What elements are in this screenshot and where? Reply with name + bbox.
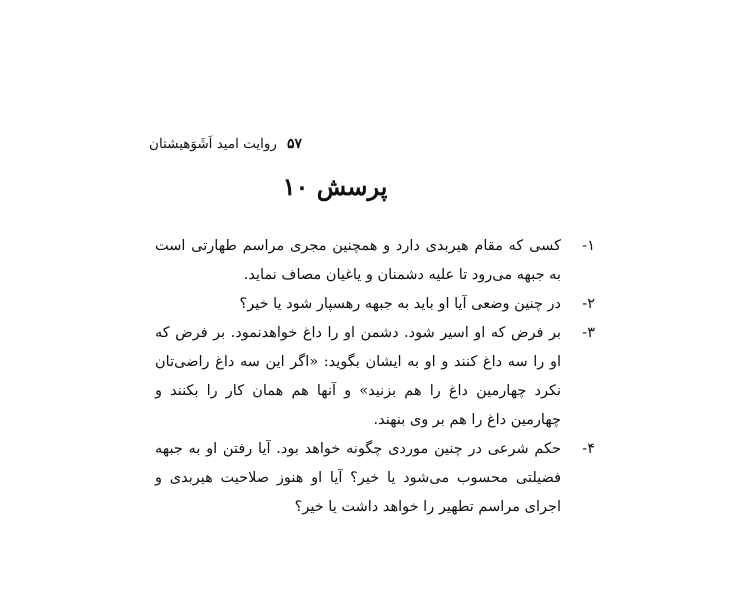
question-list	[155, 232, 595, 522]
question-text: در چنین وضعی آیا او باید به جبهه رهسپار شود یا خیر؟	[239, 296, 561, 312]
section-title: پرسش ۱۰	[282, 172, 388, 201]
page-number: ۵۷	[286, 136, 302, 152]
question-text: بر فرض که او اسیر شود. دشمن او را داغ خواهدنمود. بر فرض که او را سه داغ کنند و او به ایشان بگوید: «اگر این سه داغ راضی‌تان نکرد چهارمین داغ را هم بزنید» و آنها هم همان کار را بکنند و چهارمین داغ را هم بر وی بنهند.	[155, 325, 561, 428]
question-item	[155, 290, 595, 319]
question-text: حکم شرعی در چنین موردی چگونه خواهد بود. آیا رفتن او به جبهه فضیلتی محسوب می‌شود یا خیر؟ آیا او هنوز صلاحیت هیربدی و اجرای مراسم تطهیر را خواهد داشت یا خیر؟	[155, 441, 561, 515]
running-header	[150, 136, 302, 152]
question-item	[155, 319, 595, 435]
question-number: ۴-	[582, 441, 595, 457]
question-text: کسی که مقام هیربدی دارد و همچنین مجری مراسم طهارتی است به جبهه می‌رود تا علیه دشمنان و یاغیان مصاف نماید.	[155, 238, 561, 283]
question-item	[155, 435, 595, 522]
question-item	[155, 232, 595, 290]
running-title: روایت امید اَشَوَهیشتان	[149, 136, 277, 152]
question-number: ۲-	[582, 296, 595, 312]
question-number: ۳-	[582, 325, 595, 341]
question-number: ۱-	[582, 238, 595, 254]
